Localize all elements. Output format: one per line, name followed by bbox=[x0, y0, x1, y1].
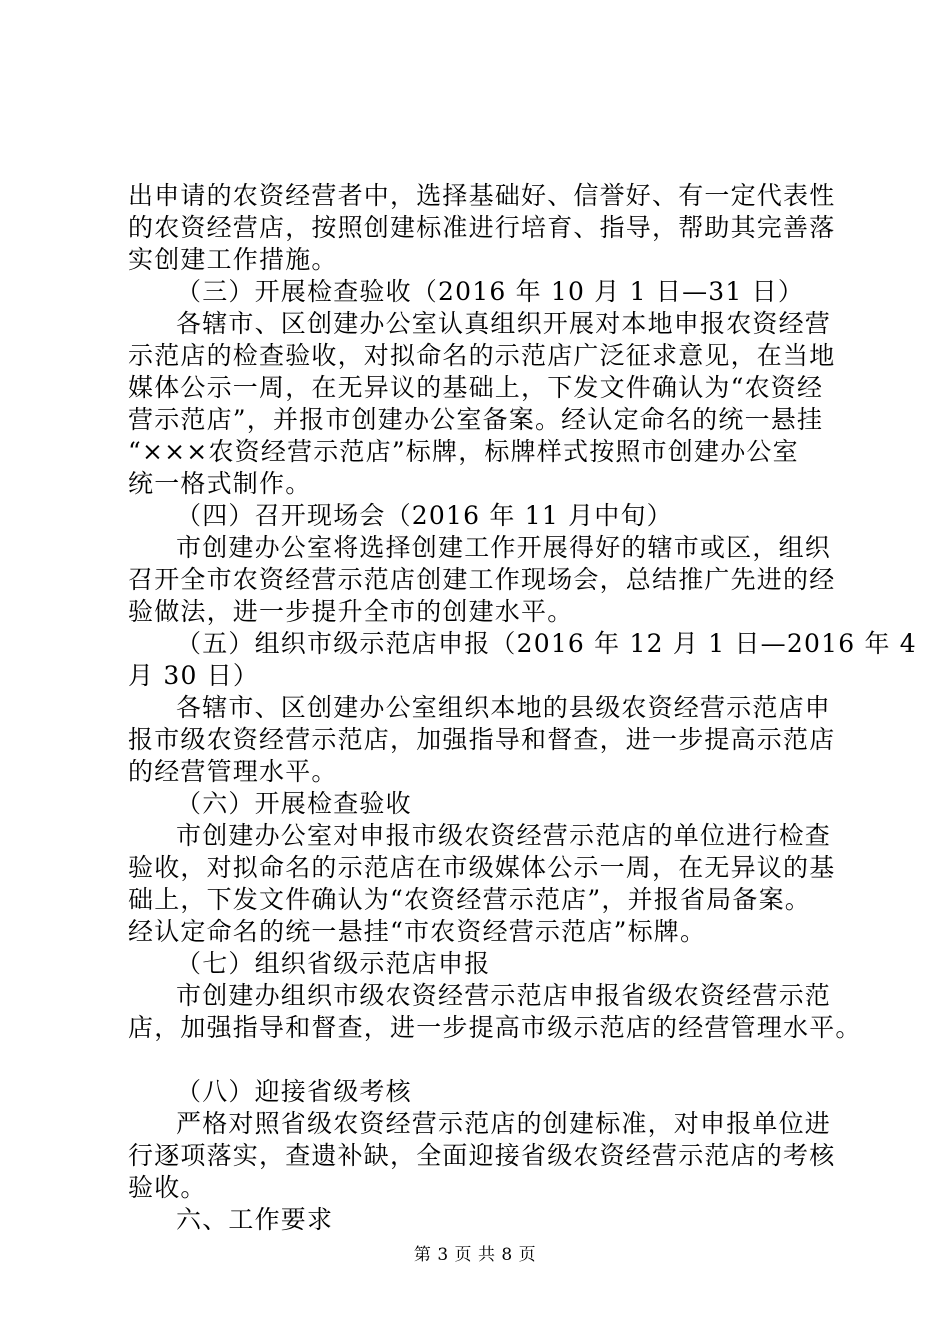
text-line: 的农资经营店，按照创建标准进行培育、指导，帮助其完善落 bbox=[128, 213, 836, 242]
text-line: 础上，下发文件确认为“农资经营示范店”，并报省局备案。 bbox=[128, 885, 811, 914]
text-line: 统一格式制作。 bbox=[128, 469, 312, 498]
text-line: 行逐项落实，查遗补缺，全面迎接省级农资经营示范店的考核 bbox=[128, 1141, 836, 1170]
text-line: 验收。 bbox=[128, 1173, 207, 1202]
page-number-footer: 第 3 页 共 8 页 bbox=[413, 1245, 537, 1265]
text-line: 店，加强指导和督查，进一步提高市级示范店的经营管理水平。 bbox=[128, 1013, 862, 1042]
text-line: 营示范店”，并报市创建办公室备案。经认定命名的统一悬挂 bbox=[128, 405, 824, 434]
section-heading: （六）开展检查验收 bbox=[176, 789, 412, 818]
text-line: 验做法，进一步提升全市的创建水平。 bbox=[128, 597, 574, 626]
section-heading: 六、工作要求 bbox=[176, 1205, 334, 1234]
text-line: 验收，对拟命名的示范店在市级媒体公示一周，在无异议的基 bbox=[128, 853, 836, 882]
section-heading: （八）迎接省级考核 bbox=[176, 1077, 412, 1106]
text-line: 召开全市农资经营示范店创建工作现场会，总结推广先进的经 bbox=[128, 565, 836, 594]
text-line: 严格对照省级农资经营示范店的创建标准，对申报单位进 bbox=[176, 1109, 832, 1138]
section-heading: （三）开展检查验收（2016 年 10 月 1 日—31 日） bbox=[176, 277, 805, 306]
section-heading: （四）召开现场会（2016 年 11 月中旬） bbox=[176, 501, 673, 530]
text-line: 市创建办公室对申报市级农资经营示范店的单位进行检查 bbox=[176, 821, 832, 850]
text-line: 出申请的农资经营者中，选择基础好、信誉好、有一定代表性 bbox=[128, 181, 836, 210]
text-line: 各辖市、区创建办公室组织本地的县级农资经营示范店申 bbox=[176, 693, 832, 722]
section-heading: （五）组织市级示范店申报（2016 年 12 月 1 日—2016 年 4 bbox=[176, 629, 917, 658]
text-line: 市创建办组织市级农资经营示范店申报省级农资经营示范 bbox=[176, 981, 832, 1010]
text-line: 报市级农资经营示范店，加强指导和督查，进一步提高示范店 bbox=[128, 725, 836, 754]
text-line: 实创建工作措施。 bbox=[128, 245, 338, 274]
text-line: 经认定命名的统一悬挂“市农资经营示范店”标牌。 bbox=[128, 917, 707, 946]
text-line: 示范店的检查验收，对拟命名的示范店广泛征求意见，在当地 bbox=[128, 341, 836, 370]
text-line: 市创建办公室将选择创建工作开展得好的辖市或区，组织 bbox=[176, 533, 832, 562]
section-heading: （七）组织省级示范店申报 bbox=[176, 949, 491, 978]
section-heading-continued: 月 30 日） bbox=[128, 661, 260, 690]
text-line: “×××农资经营示范店”标牌，标牌样式按照市创建办公室 bbox=[128, 437, 799, 466]
text-line: 的经营管理水平。 bbox=[128, 757, 338, 786]
text-line: 各辖市、区创建办公室认真组织开展对本地申报农资经营 bbox=[176, 309, 832, 338]
text-line: 媒体公示一周，在无异议的基础上，下发文件确认为“农资经 bbox=[128, 373, 824, 402]
